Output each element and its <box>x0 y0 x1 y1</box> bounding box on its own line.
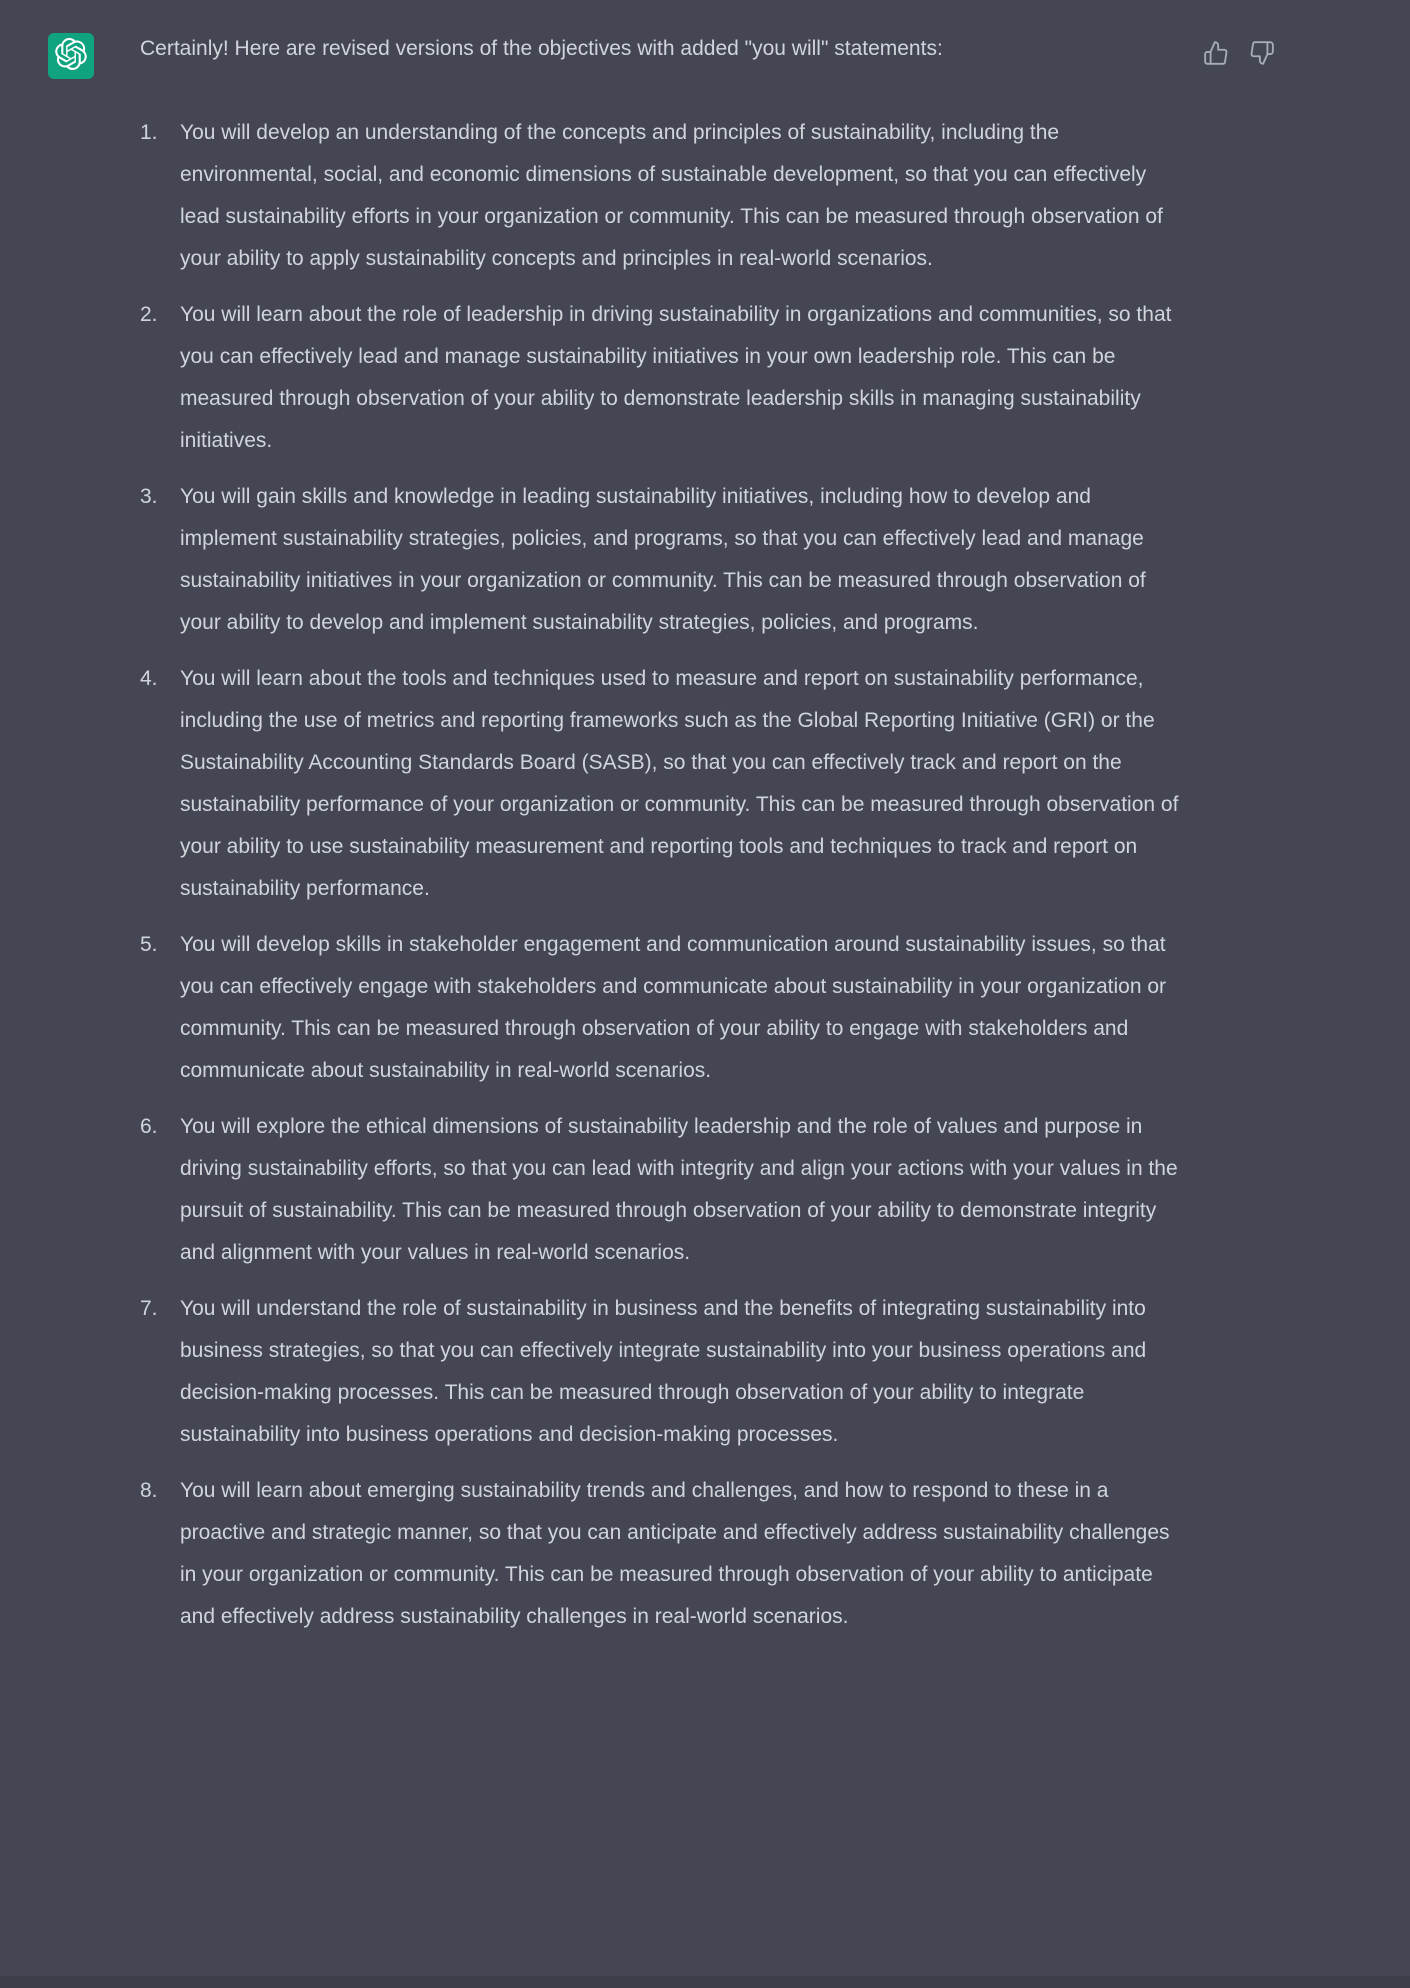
list-item-text: You will develop an understanding of the concepts and principles of sustainability, including the environmental, social, and economic dimensions of sustainable development, so that you can effectively lead sustainability efforts in your organization or community. This can be measured through observation of your ability to apply sustainability concepts and principles in real-world scenarios. <box>180 121 1163 270</box>
list-item-number: 5. <box>140 933 158 956</box>
list-item-text: You will gain skills and knowledge in leading sustainability initiatives, including how to develop and implement sustainability strategies, policies, and programs, so that you can effectively lead and manage sustainability initiatives in your organization or community. This can be measured through observation of your ability to develop and implement sustainability strategies, policies, and programs. <box>180 485 1146 634</box>
list-item-number: 6. <box>140 1115 158 1138</box>
message-content <box>140 28 1190 1638</box>
list-item <box>140 476 1190 644</box>
list-item-text: You will learn about the tools and techniques used to measure and report on sustainability performance, including the use of metrics and reporting frameworks such as the Global Reporting Initiative (GRI) or the Sustainability Accounting Standards Board (SASB), so that you can effectively track and report on the sustainability performance of your organization or community. This can be measured through observation of your ability to use sustainability measurement and reporting tools and techniques to track and report on sustainability performance. <box>180 667 1179 900</box>
list-item-number: 1. <box>140 121 158 144</box>
list-item-number: 7. <box>140 1297 158 1320</box>
list-item-text: You will develop skills in stakeholder engagement and communication around sustainability issues, so that you can effectively engage with stakeholders and communicate about sustainability in your organization or community. This can be measured through observation of your ability to engage with stakeholders and communicate about sustainability in real-world scenarios. <box>180 933 1167 1082</box>
thumbs-down-button[interactable] <box>1249 40 1275 66</box>
list-item-text: You will learn about emerging sustainability trends and challenges, and how to respond to these in a proactive and strategic manner, so that you can anticipate and effectively address sustainability challenges in your organization or community. This can be measured through observation of your ability to anticipate and effectively address sustainability challenges in real-world scenarios. <box>180 1479 1170 1628</box>
list-item <box>140 658 1190 910</box>
thumbs-down-icon <box>1249 40 1275 66</box>
list-item-number: 2. <box>140 303 158 326</box>
list-item-text: You will explore the ethical dimensions of sustainability leadership and the role of values and purpose in driving sustainability efforts, so that you can lead with integrity and align your actions with your values in the pursuit of sustainability. This can be measured through observation of your ability to demonstrate integrity and alignment with your values in real-world scenarios. <box>180 1115 1178 1264</box>
list-item <box>140 1288 1190 1456</box>
list-item-number: 8. <box>140 1479 158 1502</box>
openai-logo-icon <box>55 38 87 75</box>
list-item <box>140 294 1190 462</box>
list-item-text: You will understand the role of sustainability in business and the benefits of integrating sustainability into business strategies, so that you can effectively integrate sustainability into your business operations and decision-making processes. This can be measured through observation of your ability to integrate sustainability into business operations and decision-making processes. <box>180 1297 1147 1446</box>
list-item-text: You will learn about the role of leadership in driving sustainability in organizations and communities, so that you can effectively lead and manage sustainability initiatives in your own leadership role. This can be measured through observation of your ability to demonstrate leadership skills in managing sustainability initiatives. <box>180 303 1172 452</box>
message-intro-text: Certainly! Here are revised versions of the objectives with added "you will" statements: <box>140 37 943 60</box>
assistant-avatar <box>48 33 94 79</box>
feedback-actions <box>1203 40 1275 66</box>
thumbs-up-button[interactable] <box>1203 40 1229 66</box>
list-item <box>140 924 1190 1092</box>
list-item-number: 3. <box>140 485 158 508</box>
list-item <box>140 112 1190 280</box>
list-item-number: 4. <box>140 667 158 690</box>
thumbs-up-icon <box>1203 40 1229 66</box>
objectives-list <box>140 112 1190 1638</box>
next-row-edge <box>0 1976 1410 1988</box>
list-item <box>140 1106 1190 1274</box>
list-item <box>140 1470 1190 1638</box>
